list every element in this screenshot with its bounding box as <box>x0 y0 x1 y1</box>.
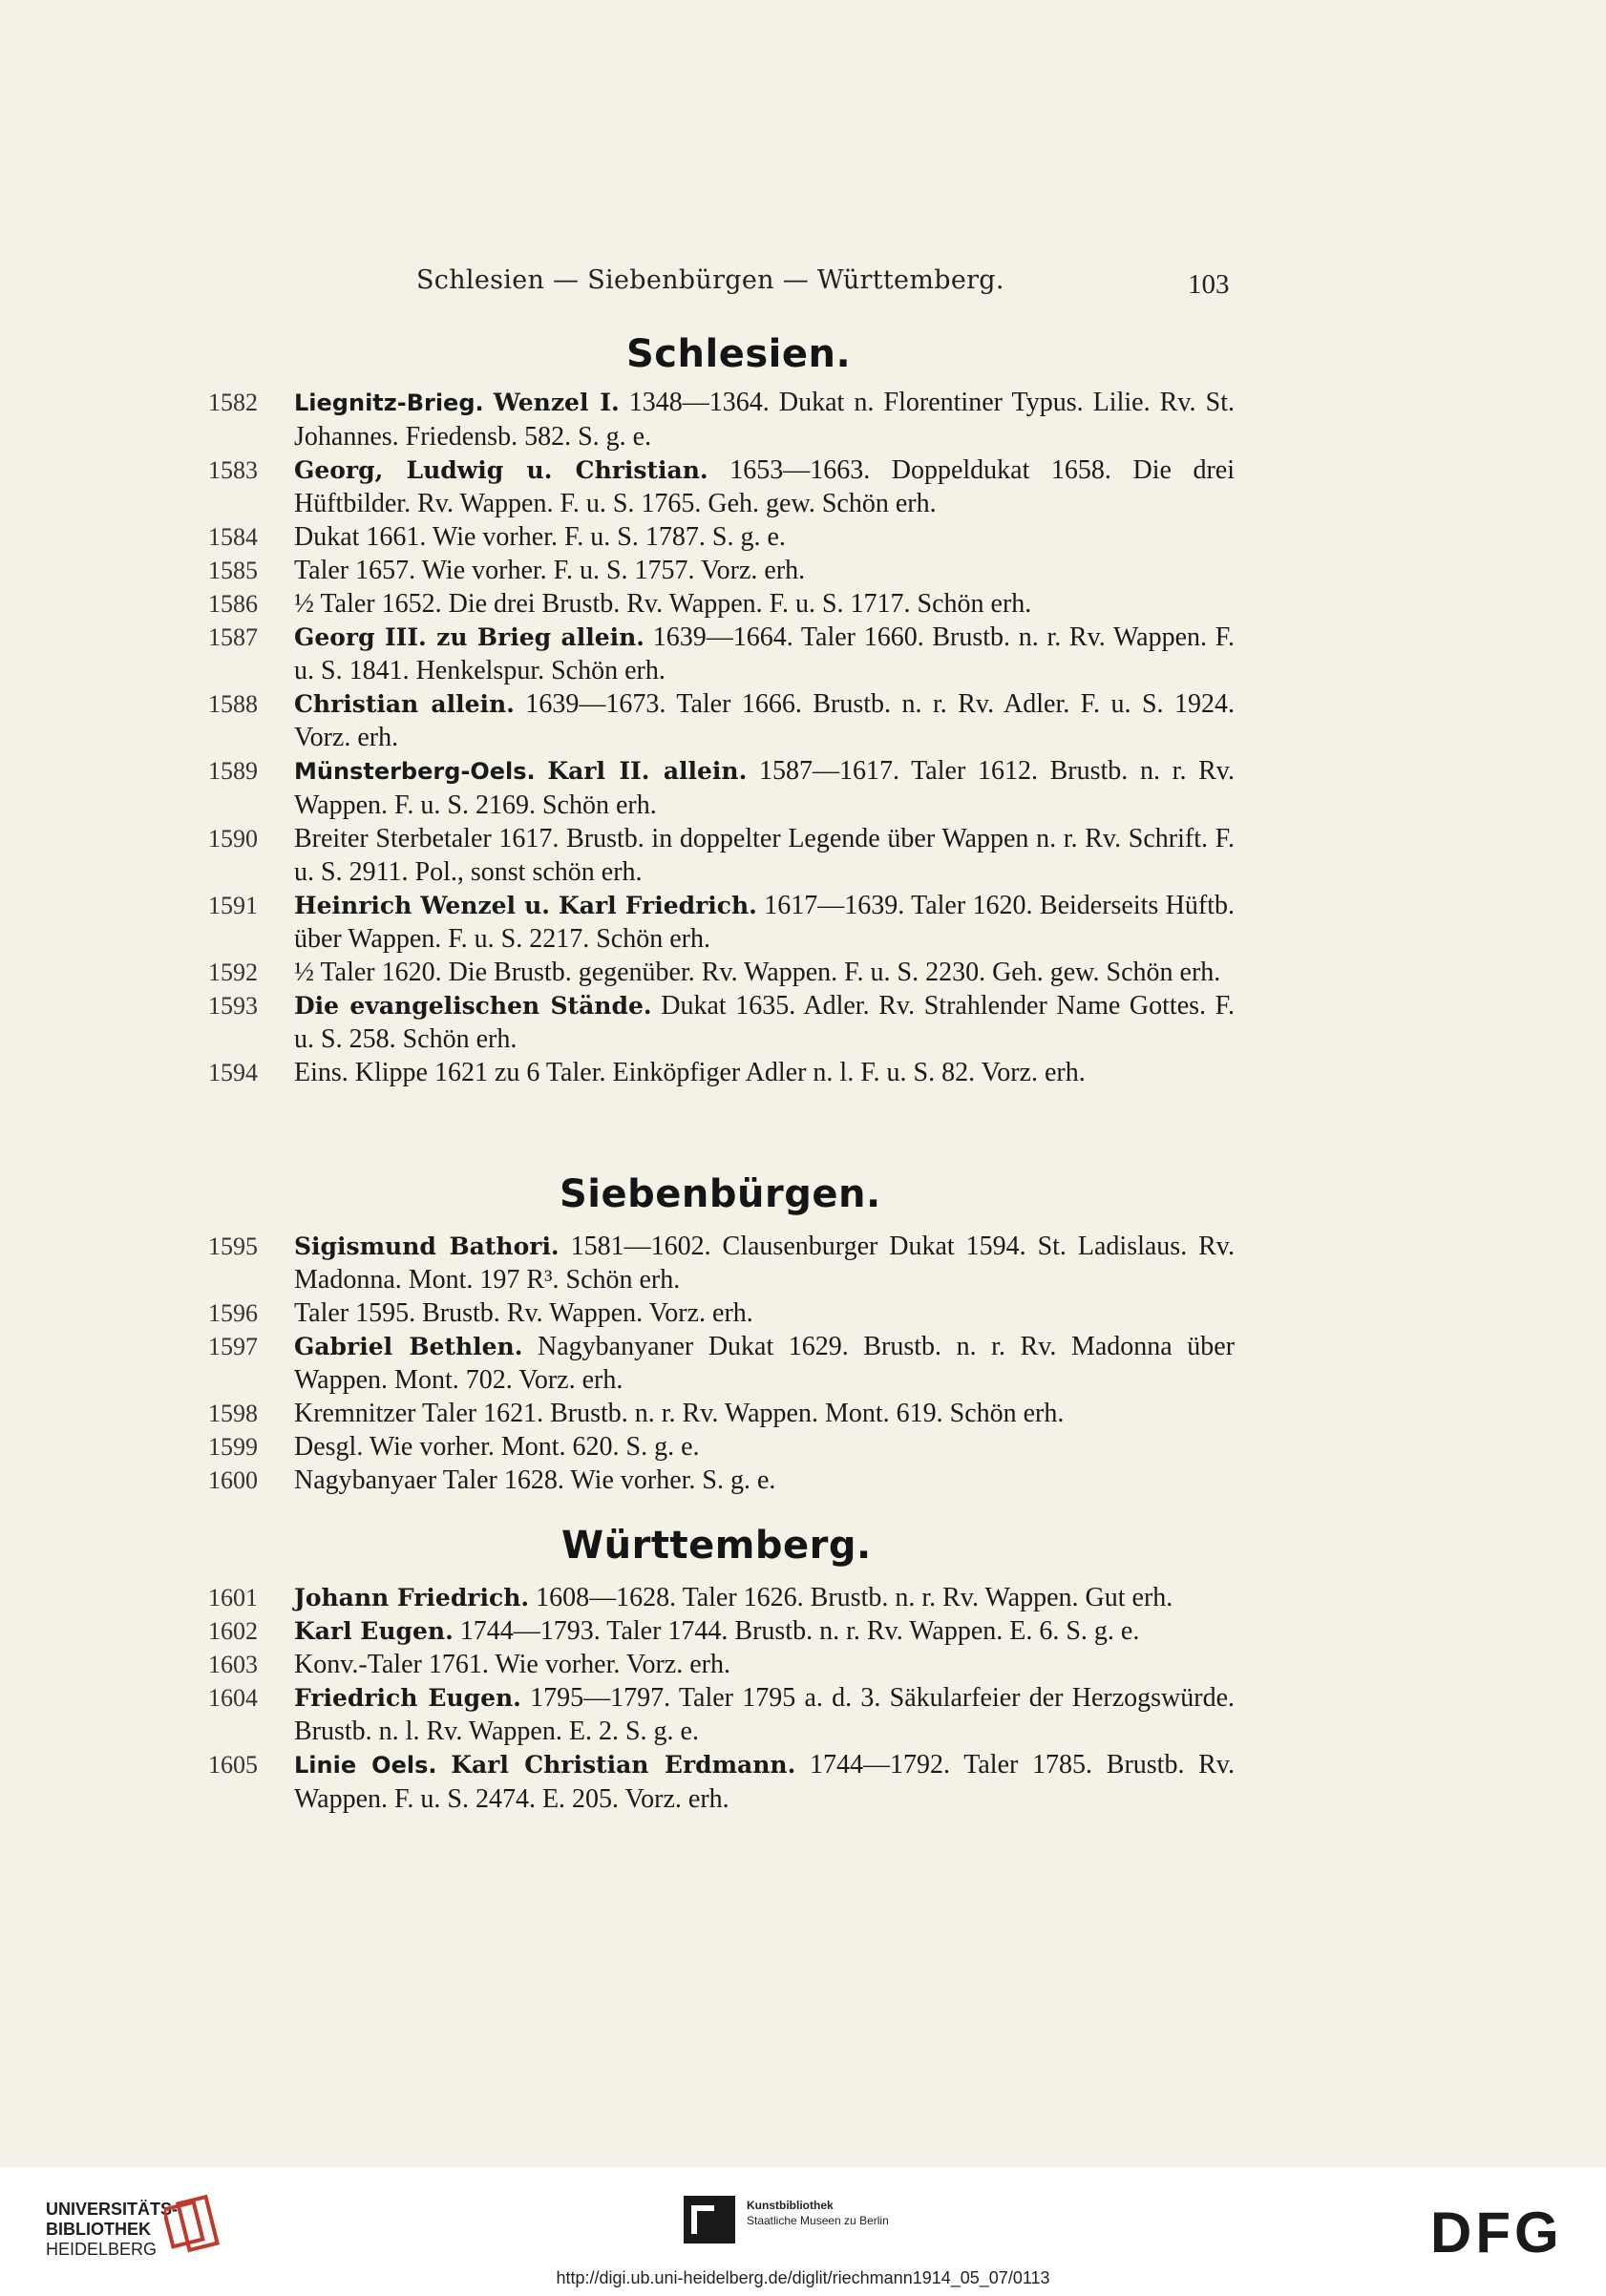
ub-logo-icon <box>164 2192 223 2261</box>
section-wuerttemberg <box>208 1581 1235 1816</box>
lot-number: 1597 <box>208 1333 258 1360</box>
catalog-entry <box>208 1581 1235 1614</box>
catalog-entry <box>208 1330 1235 1397</box>
lot-details: 1348—1364. Dukat n. Florentiner Typus. Lilie. Rv. St. Johannes. Friedensb. 582. S. g. e. <box>294 388 1235 452</box>
kb-line2: Staatliche Museen zu Berlin <box>747 2214 889 2227</box>
ruler-name: Heinrich Wenzel u. Karl Friedrich. <box>294 892 757 919</box>
lot-details: 1587—1617. Taler 1612. Brustb. n. r. Rv. Wappen. F. u. S. 2169. Schön erh. <box>294 756 1235 820</box>
lot-description <box>294 754 1235 822</box>
ruler-name: Georg III. zu Brieg allein. <box>294 623 645 651</box>
source-url[interactable]: http://digi.ub.uni-heidelberg.de/diglit/riechmann1914_05_07/0113 <box>556 2268 1050 2287</box>
lot-description <box>294 889 1235 956</box>
lot-details: Eins. Klippe 1621 zu 6 Taler. Einköpfiger Adler n. l. F. u. S. 82. Vorz. erh. <box>294 1058 1086 1087</box>
catalog-entry <box>208 1748 1235 1816</box>
lot-number: 1592 <box>208 958 258 986</box>
ruler-name: Münsterberg-Oels. <box>294 758 536 785</box>
lot-number: 1584 <box>208 523 258 551</box>
ruler-name: Gabriel Bethlen. <box>294 1333 523 1360</box>
kunstbibliothek-logo-text[interactable] <box>747 2198 889 2228</box>
catalog-entry <box>208 1681 1235 1748</box>
lot-details: 1639—1673. Taler 1666. Brustb. n. r. Rv. Adler. F. u. S. 1924. Vorz. erh. <box>294 689 1235 752</box>
lot-number: 1585 <box>208 557 258 584</box>
catalog-entry <box>208 687 1235 754</box>
lot-number: 1600 <box>208 1466 258 1494</box>
page-number: 103 <box>1188 269 1230 300</box>
lot-number: 1603 <box>208 1651 258 1678</box>
lot-description <box>294 520 1235 554</box>
catalog-entry <box>208 587 1235 621</box>
catalog-entry <box>208 1230 1235 1296</box>
section-title-schlesien: Schlesien. <box>626 332 852 376</box>
catalog-entry <box>208 889 1235 956</box>
lot-details: Nagybanyaer Taler 1628. Wie vorher. S. g. e. <box>294 1465 776 1495</box>
ruler-name: Linie Oels. <box>294 1752 437 1779</box>
lot-details: Dukat 1635. Adler. Rv. Strahlender Name Gottes. F. u. S. 258. Schön erh. <box>294 991 1235 1054</box>
ruler-name: Sigismund Bathori. <box>294 1232 560 1260</box>
ub-logo-line1: UNIVERSITÄTS- <box>46 2200 179 2219</box>
lot-details: 1617—1639. Taler 1620. Beiderseits Hüftb. über Wappen. F. u. S. 2217. Schön erh. <box>294 891 1235 954</box>
lot-description <box>294 1296 1235 1330</box>
catalog-entry <box>208 1464 1235 1497</box>
lot-number: 1589 <box>208 757 258 785</box>
catalog-entry <box>208 1397 1235 1430</box>
ub-logo-line2: BIBLIOTHEK <box>46 2220 151 2239</box>
catalog-entry <box>208 1430 1235 1464</box>
lot-details: ½ Taler 1652. Die drei Brustb. Rv. Wappen. F. u. S. 1717. Schön erh. <box>294 589 1032 619</box>
lot-number: 1604 <box>208 1684 258 1712</box>
catalog-entry <box>208 554 1235 587</box>
lot-description <box>294 989 1235 1056</box>
ub-logo-line3: HEIDELBERG <box>46 2240 158 2259</box>
ruler-name: Georg, Ludwig u. Christian. <box>294 456 708 484</box>
lot-details: Kremnitzer Taler 1621. Brustb. n. r. Rv. Wappen. Mont. 619. Schön erh. <box>294 1399 1065 1428</box>
catalog-entry <box>208 386 1235 453</box>
catalog-entry <box>208 621 1235 687</box>
section-title-siebenbuergen: Siebenbürgen. <box>560 1172 881 1216</box>
lot-description <box>294 1681 1235 1748</box>
lot-number: 1590 <box>208 825 258 853</box>
lot-description <box>294 1397 1235 1430</box>
lot-number: 1596 <box>208 1299 258 1327</box>
lot-number: 1599 <box>208 1433 258 1461</box>
kb-line1: Kunstbibliothek <box>747 2199 834 2212</box>
lot-description <box>294 1430 1235 1464</box>
catalog-entry <box>208 956 1235 989</box>
catalog-entry <box>208 1296 1235 1330</box>
lot-number: 1587 <box>208 623 258 651</box>
ruler-name: Johann Friedrich. <box>294 1584 530 1611</box>
lot-details: Taler 1595. Brustb. Rv. Wappen. Vorz. erh. <box>294 1298 753 1328</box>
lot-details: Taler 1657. Wie vorher. F. u. S. 1757. Vorz. erh. <box>294 556 806 585</box>
section-schlesien <box>208 386 1235 1089</box>
ub-heidelberg-logo[interactable] <box>46 2200 178 2260</box>
catalog-entry <box>208 754 1235 822</box>
running-head: Schlesien — Siebenbürgen — Württemberg. <box>416 265 1004 295</box>
kunstbibliothek-logo-icon <box>684 2196 735 2243</box>
lot-description <box>294 621 1235 687</box>
lot-number: 1605 <box>208 1751 258 1779</box>
lot-description <box>294 1230 1235 1296</box>
lot-description <box>294 687 1235 754</box>
lot-details: Konv.-Taler 1761. Wie vorher. Vorz. erh. <box>294 1650 730 1679</box>
lot-description <box>294 1330 1235 1397</box>
catalog-entry <box>208 1056 1235 1089</box>
lot-details: 1795—1797. Taler 1795 a. d. 3. Säkularfeier der Herzogswürde. Brustb. n. l. Rv. Wappen. E. 2. S. g. e. <box>294 1683 1235 1746</box>
catalog-entry <box>208 453 1235 520</box>
section-title-wuerttemberg: Württemberg. <box>561 1524 872 1568</box>
catalog-entry <box>208 989 1235 1056</box>
ruler-name: Christian allein. <box>294 690 515 718</box>
ruler-name-secondary: Karl Christian Erdmann. <box>451 1751 796 1779</box>
lot-number: 1598 <box>208 1400 258 1427</box>
lot-details: Nagybanyaner Dukat 1629. Brustb. n. r. Rv. Madonna über Wappen. Mont. 702. Vorz. erh. <box>294 1332 1236 1395</box>
ruler-name: Liegnitz-Brieg. <box>294 390 484 416</box>
catalog-entry <box>208 520 1235 554</box>
lot-number: 1588 <box>208 690 258 718</box>
lot-description <box>294 453 1235 520</box>
lot-description <box>294 1748 1235 1816</box>
lot-description <box>294 1648 1235 1681</box>
lot-number: 1595 <box>208 1232 258 1260</box>
lot-number: 1586 <box>208 590 258 618</box>
lot-number: 1602 <box>208 1617 258 1645</box>
lot-details: Breiter Sterbetaler 1617. Brustb. in doppelter Legende über Wappen n. r. Rv. Schrift. F. u. S. 2911. Pol., sonst schön erh. <box>294 824 1235 887</box>
lot-description <box>294 822 1235 889</box>
lot-number: 1582 <box>208 389 258 416</box>
dfg-logo[interactable]: DFG <box>1430 2201 1563 2264</box>
lot-details: 1653—1663. Doppeldukat 1658. Die drei Hüftbilder. Rv. Wappen. F. u. S. 1765. Geh. gew. Schön erh. <box>294 455 1236 518</box>
lot-details: 1608—1628. Taler 1626. Brustb. n. r. Rv. Wappen. Gut erh. <box>536 1583 1173 1612</box>
lot-description <box>294 956 1235 989</box>
lot-description <box>294 1464 1235 1497</box>
catalog-entry <box>208 1648 1235 1681</box>
lot-details: 1744—1793. Taler 1744. Brustb. n. r. Rv. Wappen. E. 6. S. g. e. <box>459 1616 1140 1646</box>
lot-description <box>294 587 1235 621</box>
lot-details: ½ Taler 1620. Die Brustb. gegenüber. Rv. Wappen. F. u. S. 2230. Geh. gew. Schön erh. <box>294 958 1221 987</box>
lot-details: 1581—1602. Clausenburger Dukat 1594. St. Ladislaus. Rv. Madonna. Mont. 197 R³. Schön erh. <box>294 1232 1235 1295</box>
lot-number: 1593 <box>208 992 258 1020</box>
lot-number: 1594 <box>208 1059 258 1086</box>
lot-description <box>294 386 1235 453</box>
lot-description <box>294 1614 1235 1648</box>
lot-description <box>294 1581 1235 1614</box>
ruler-name: Die evangelischen Stände. <box>294 992 652 1020</box>
lot-number: 1583 <box>208 456 258 484</box>
lot-details: Desgl. Wie vorher. Mont. 620. S. g. e. <box>294 1432 700 1462</box>
lot-details: Dukat 1661. Wie vorher. F. u. S. 1787. S. g. e. <box>294 522 786 552</box>
ruler-name-secondary: Karl II. allein. <box>547 757 748 785</box>
lot-details: 1744—1792. Taler 1785. Brustb. Rv. Wappen. F. u. S. 2474. E. 205. Vorz. erh. <box>294 1750 1236 1814</box>
catalog-entry <box>208 822 1235 889</box>
lot-number: 1591 <box>208 892 258 919</box>
lot-number: 1601 <box>208 1584 258 1611</box>
catalog-entry <box>208 1614 1235 1648</box>
ruler-name: Karl Eugen. <box>294 1617 454 1645</box>
lot-description <box>294 554 1235 587</box>
ruler-name: Friedrich Eugen. <box>294 1684 521 1712</box>
ruler-name-secondary: Wenzel I. <box>493 389 620 416</box>
section-siebenbuergen <box>208 1230 1235 1497</box>
lot-details: 1639—1664. Taler 1660. Brustb. n. r. Rv. Wappen. F. u. S. 1841. Henkelspur. Schön erh. <box>294 622 1236 685</box>
lot-description <box>294 1056 1235 1089</box>
